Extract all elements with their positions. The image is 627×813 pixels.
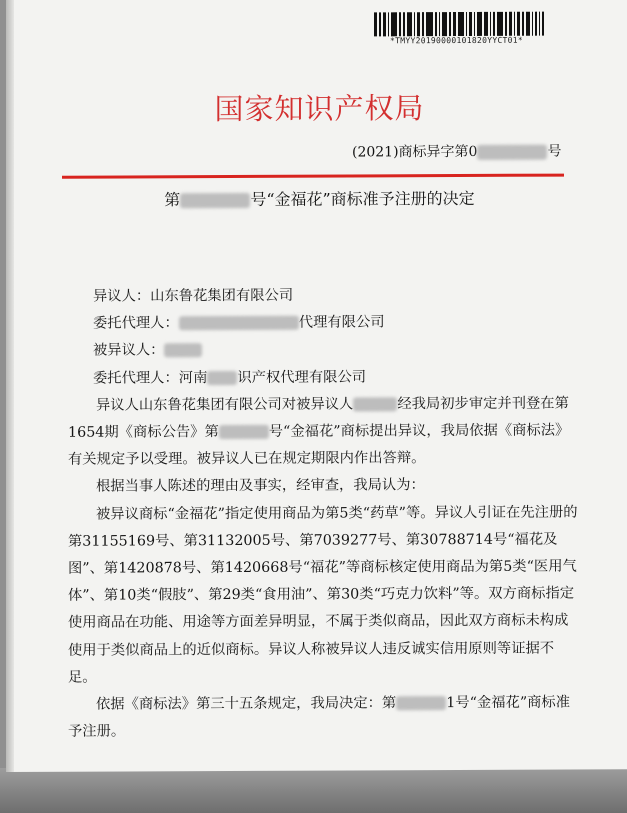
redacted-block	[164, 344, 202, 358]
agent-name-suffix: 代理有限公司	[298, 314, 385, 331]
title-prefix: 第	[164, 190, 181, 210]
paragraph-text: 经我局初步审定并刊登在第1654期《商标公告》第	[68, 395, 569, 441]
scanner-background	[0, 768, 627, 813]
document-number-prefix: (2021)商标异字第0	[352, 143, 478, 161]
agent-name-prefix: 河南	[178, 369, 208, 386]
paragraph-text: 号“金福花”商标提出异议，我局依据《商标法》有关规定予以受理。被异议人已在规定期限内作出答辩。	[68, 422, 570, 468]
redacted-block	[396, 696, 446, 710]
respondent-label: 被异议人：	[93, 342, 165, 360]
paragraph-reasoning: 被异议商标“金福花”指定使用商品为第5类“药草”等。异议人引证在先注册的第31155169号、第31132005号、第7039277号、第30788714号“福花及图”、第1420878号、第1420668号“福花”等商标核定使用商品为第5类“医用气体”、第10类“假肢”、第29类“食用油”、第30类“巧克力饮料”等。双方商标指定使用商品在功能、用途等方面差异明显，不属于类似商品，因此双方商标未构成使用于类似商品上的近似商标。异议人称被异议人违反诚实信用原则等证据不足。	[68, 504, 578, 686]
paragraph-text: 1号“金福花”商标准予注册。	[68, 694, 571, 740]
agent-name-suffix: 识产权代理有限公司	[237, 369, 367, 386]
document-number	[352, 141, 561, 162]
document-page	[6, 0, 627, 772]
paragraph-opposition	[68, 390, 578, 474]
respondent-line	[68, 336, 578, 365]
paragraph-text: 异议人山东鲁花集团有限公司对被异议人	[96, 396, 354, 414]
redacted-block	[207, 371, 237, 385]
decision-title	[6, 185, 627, 211]
redacted-block	[219, 425, 269, 439]
paragraph-decision	[68, 690, 578, 747]
paragraph-review-intro: 根据当事人陈述的理由及事实，经审查，我局认为：	[96, 477, 425, 496]
agent-label: 委托代理人：	[93, 315, 179, 332]
paragraph-text: 依据《商标法》第三十五条规定，我局决定：第	[96, 695, 397, 713]
document-number-suffix: 号	[547, 143, 562, 160]
redacted-block	[477, 144, 547, 159]
barcode-image	[374, 12, 546, 37]
barcode-number: *TMYY20190000101820YYCT01*	[390, 35, 524, 46]
redacted-block	[353, 397, 397, 411]
agent-label: 委托代理人：	[93, 369, 179, 387]
redacted-block	[179, 316, 299, 331]
decision-body	[68, 282, 578, 747]
issuing-authority: 国家知识产权局	[214, 91, 425, 127]
opponent-agent-line	[68, 309, 578, 338]
title-suffix: 号“金福花”商标准予注册的决定	[250, 188, 475, 209]
redacted-block	[180, 193, 250, 208]
red-divider-line	[62, 174, 564, 179]
opponent-line: 异议人：山东鲁花集团有限公司	[93, 287, 294, 305]
respondent-agent-line	[68, 363, 578, 392]
